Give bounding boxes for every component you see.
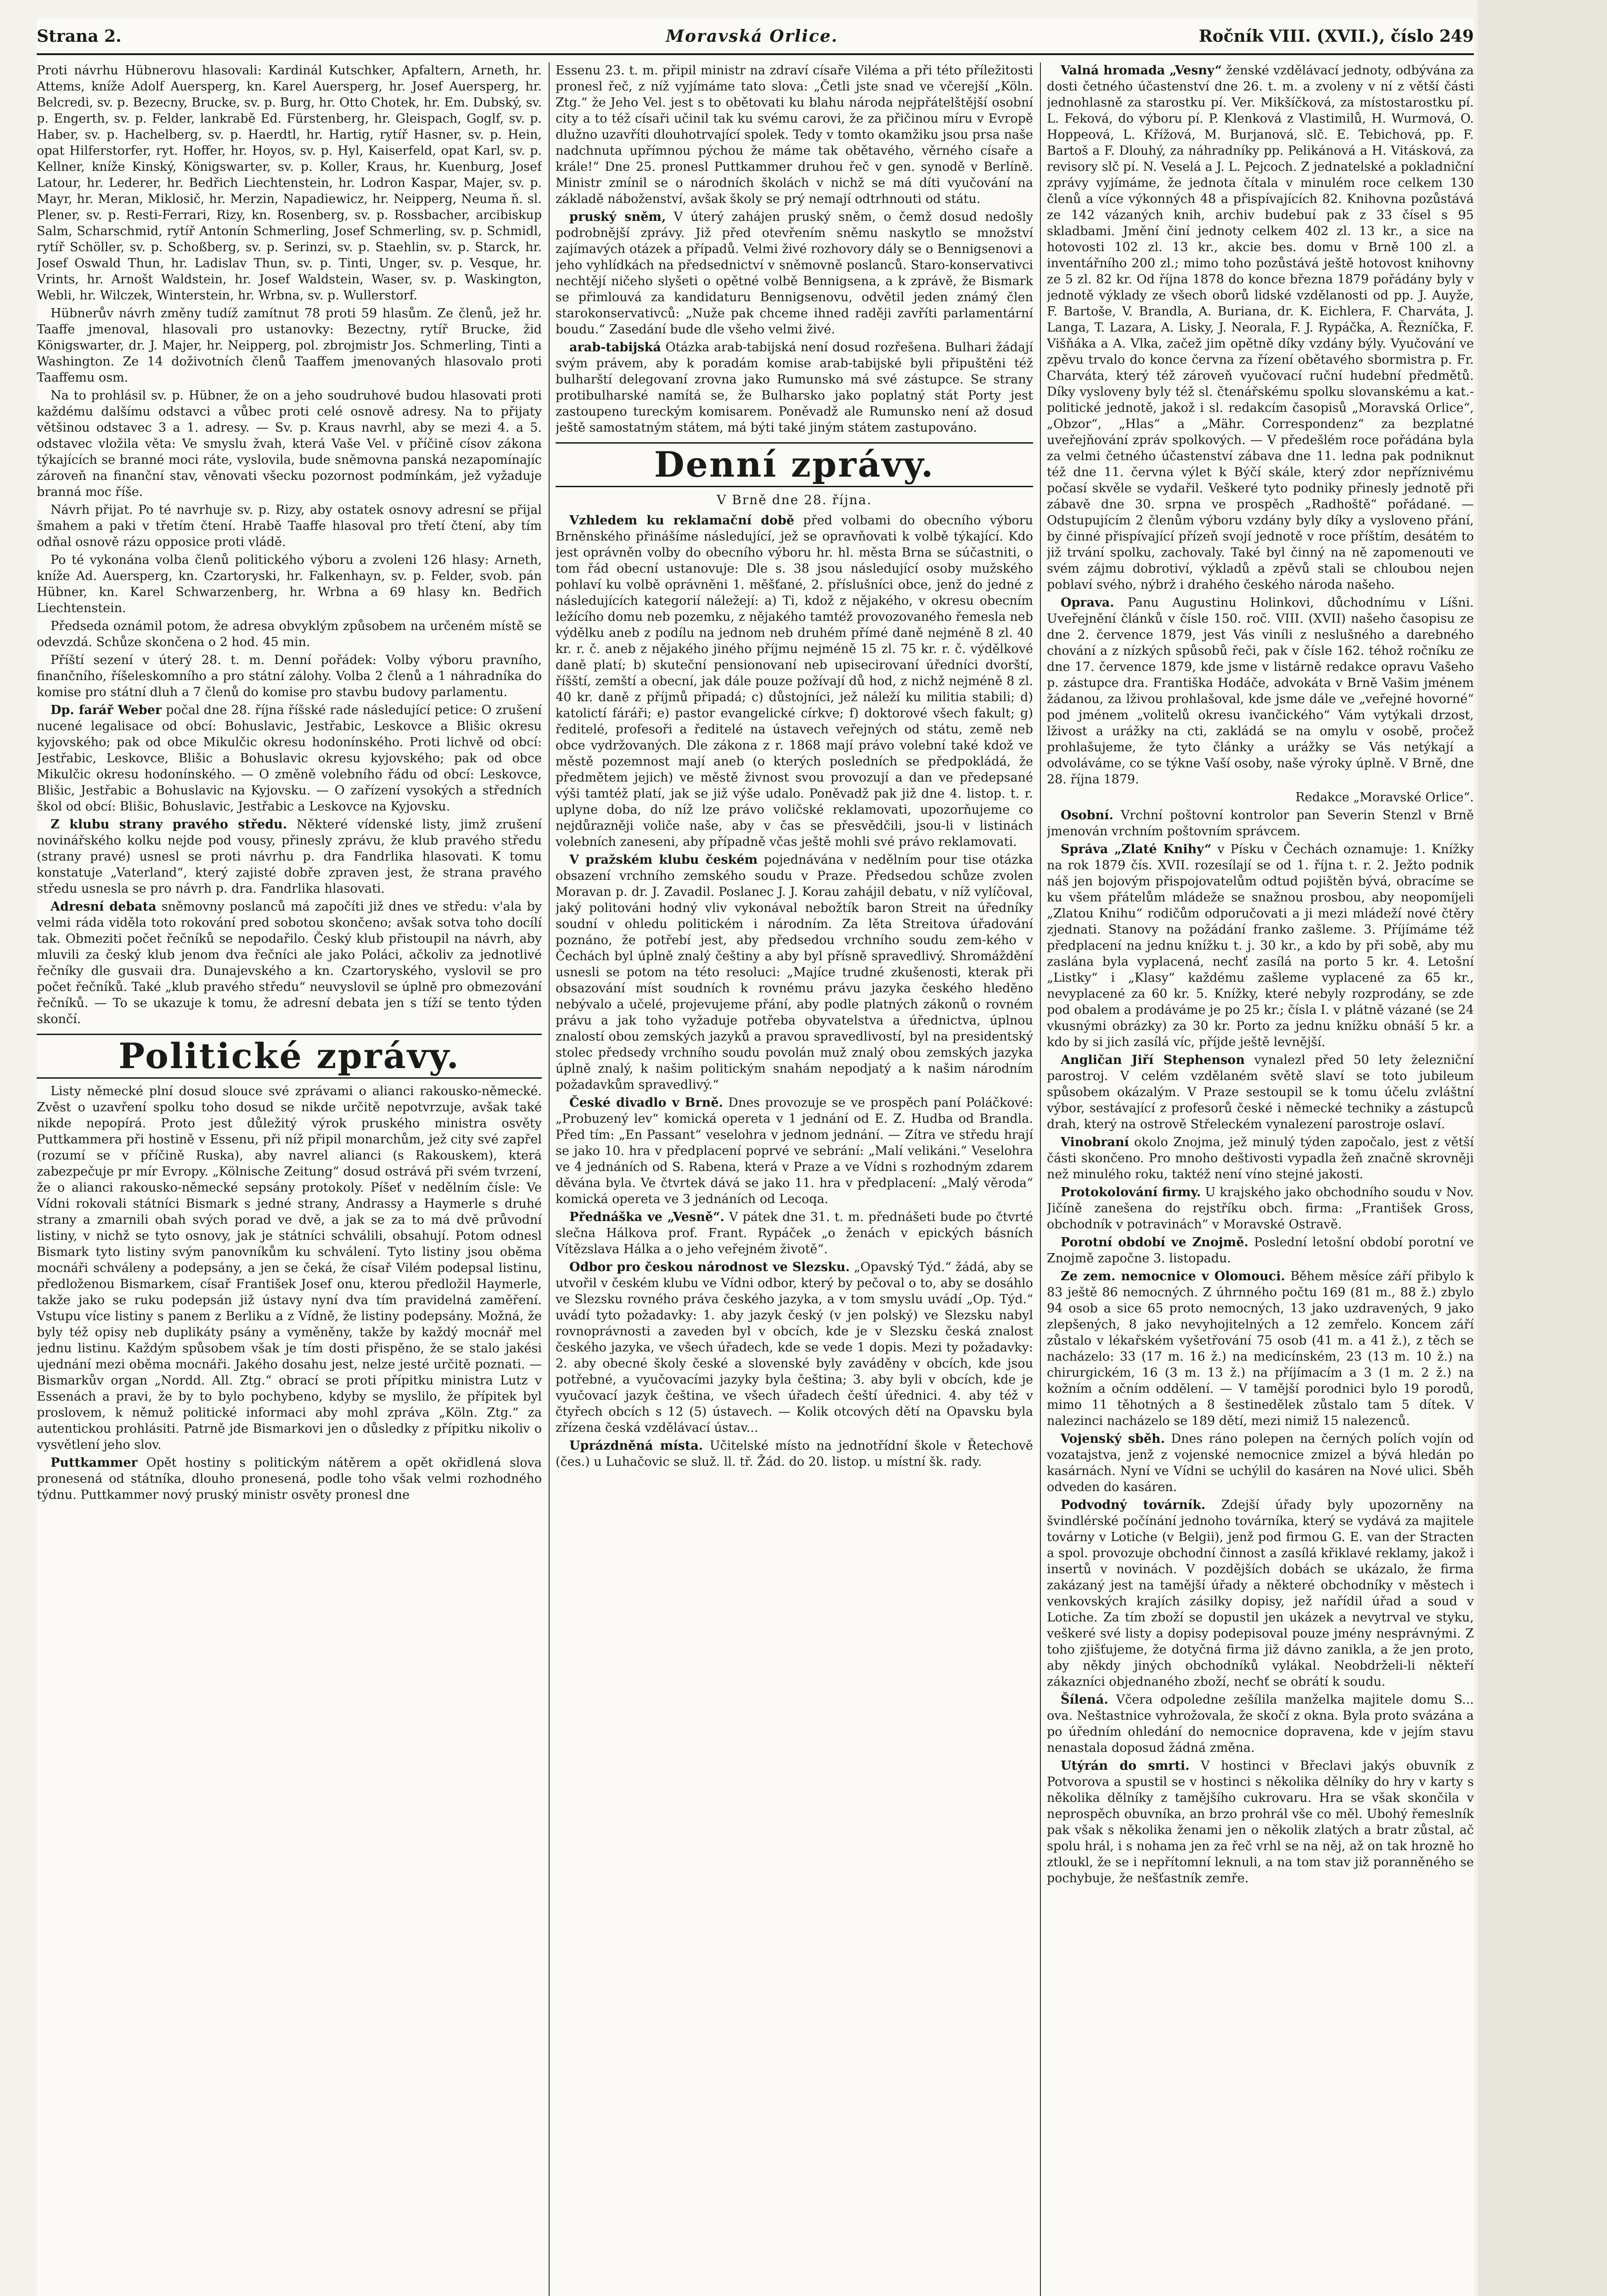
item-body: v Písku v Čechách oznamuje: 1. Knížky na rok 1879 čís. XVII. rozesílají se od 1. října t. r. 2. Ježto podnik náš jen bojovým přispojovatelům odtud pojištěn bývá, obracíme se ku všem přátelům mládeže se snažnou prosbou, aby neopomíjeli „Zlatou Knihu“ rodičům odporučovati a ji mezi mládeží nové čtěry zjednati. Stanovy na požádání franko zašleme. 3. Příjímáme též předplacení na jednu knížku t. j. 30 kr., a kdo by při sobě, aby mu zaslána byla vyplacená, nechť zasílá na porto 5 kr. 4. Letošní „Listky“ i „Klasy“ každému zašleme vyplacené za 65 kr., nevyplacené za 60 kr. 5. Knížky, které nebyly rozprodány, se zde pod obalem a prodáváme je po 25 kr.; čísla I. v plátně vázané (se 24 vkusnými obrázky) za 30 kr. Porto za jednu knížku obnáší 5 kr. a kdo by si jich zasílá víc, příjde ještě levnější. [1047,842,1474,1049]
news-item [556,209,1033,338]
item-body: V pátek dne 31. t. m. přednášeti bude po čtvrté slečna Hálkova prof. Frant. Rypáček „o ženách v epických básních Vítězslava Hálka a o jeho veřejném životě“. [556,1210,1033,1256]
item-heading: Z klubu strany pravého středu. [51,817,287,832]
item-heading: České divadlo v Brně. [569,1096,723,1110]
column-3 [1047,62,1474,2296]
item-body: Včera odpoledne zešílila manželka majitele domu S... ova. Neštastnice vyhrožovala, že skočí z okna. Byla proto svázána a po úředním ohledání do nemocnice dopravena, kde v jejím stavu nenastala doposud žádná změna. [1047,1693,1474,1755]
item-heading: Puttkammer [51,1456,138,1470]
signature: Redakce „Moravské Orlice“. [1295,790,1474,805]
item-body: vynalezl před 50 lety železniční parostroj. V celém vzdělaném světě slaví se toto jubileum spůsobem okázalým. V Praze sestoupil se k tomu účelu zvláštní výbor, sestávající z profesorů české i německé techniky a zástupců drah, který na ostrově Střeleckém vynalezení parostroje oslaví. [1047,1053,1474,1131]
item-heading: Oprava. [1061,596,1114,610]
news-item [556,339,1033,436]
item-heading: Osobní. [1061,808,1113,822]
news-item [1047,1184,1474,1232]
item-body: Opět hostiny s politickým nátěrem a opět okřidlená slova pronesená od státníka, dlouho pronesená, podle toho však velmi rozhodného týdnu. Puttkammer nový pruský ministr osvěty pronesl dne [37,1456,542,1502]
item-body: okolo Znojma, jež minulý týden započalo, jest z větší části skončeno. Pro mnoho deštivosti vypadla žeň značně skrovněji než minulého roku, taktéž není víno stejné jakosti. [1047,1135,1474,1182]
item-heading: pruský sněm, [569,210,666,224]
item-body: „Opavský Týd.“ žádá, aby se utvořil v českém klubu ve Vídni odbor, který by pečoval o to, aby se dosáhlo ve Slezsku rovného práva českého jazyka, a v tom smyslu uvádí „Op. Týd.“ uvádí tyto požadavky: 1. aby jazyk český (v jen polský) ve Slezsku nabyl rovnoprávnosti a zaveden byl v obcích, kde je v Slezsku česká znalost českého jazyka, ve všech úřadech, kde se vede 1 dopis. Mezi ty požadavky: 2. aby obecné školy české a slovenské byly zaváděny v obcích, kde jsou potřebné, a vyučovacími jazyky byla čeština; 3. aby byli v obcích, kde je vyučovací jazyk čeština, ve všech úřadech čeští úřednici. 4. aby též v čtyřech obcích s 12 (5) ústavech. — Kolik otcových dětí na Opavsku byla zřízena česká vzdělávací ústav... [556,1260,1033,1435]
news-item [556,1438,1033,1470]
item-body: ženské vzdělávací jednoty, odbývána za dosti četného účastenství dne 26. t. m. a zvoleny v ní z větší části jednohlasně za starostku pí. Ver. Mikšíčková, za místostarostku pí. L. Feková, do výboru pí. P. Klenková z Vlastimilů, H. Wurmová, O. Hoppeová, L. Křížová, M. Burjanová, slč. E. Tebichová, pp. F. Bartoš a F. Dlouhý, za náhradníky pp. Pelikánová a H. Vitásková, za revisory slč pí. N. Veselá a J. L. Pejcoch. Z jednatelské a pokladniční zprávy vyjímáme, že jednota čítala v minulém roce celkem 130 členů a více výkonných 48 a přispívajících 82. Knihovna pozůstává ze 142 vázaných knih, archiv budebuí pak z 33 čísel s 95 skladbami. Jmění činí jednoty celkem 402 zl. 13 kr., a sice na hotovosti 102 zl. 13 kr., akcie bes. domu v Brně 100 zl. a inventářního 200 zl.; mimo toho pozůstává ještě hotovost knihovny ze 5 zl. 82 kr. Od října 1878 do konce března 1879 pořádány byly v jednotě výklady ze všech oborů lidské vzdělanosti od pp. J. Auyže, F. Bartoše, V. Brandla, A. Buriana, dr. K. Eichlera, F. Charváta, J. Langa, T. Lazara, A. Lisky, J. Neorala, F. J. Rypáčka, A. Řezníčka, F. Višňáka a A. Vlka, začež jim opětně díky vzdány býly. Vyučování ve zpěvu trvalo do konce června za řízení obětavého sbormistra p. Fr. Charváta, který též zároveň vyučovací ruční hudební předmětů. Díky vysloveny byly též sl. čtenářskému spolku slovanskému a kat.-politické jednotě, jakož i sl. redakcím časopisů „Moravská Orlice“, „Obzor“, „Hlas“ a „Mähr. Correspondenz“ za bezplatné uveřejňování zpráv spolkových. — V předešlém roce pořádána byla za velmi četného účastenství zábava dne 11. ledna pak podniknut též dne 11. června výlet k Býčí skále, který zdor nepříznivému počasí skvěle se vydařil. Veškeré tyto podniky přinesly jednotě při zábavě dne 30. srpna ve prospěch „Radhoště“ pořádané. — Odstupujícím 2 členům výboru vzdány byly díky a vysloveno přání, by činné přispívající přízeň svojí jednotě v roce příštím, desátém to již trvání spolku, zachovaly. Také byl činný na ně zapomenouti ve svém zájmu dobrotiví, výkladů a zpěvů stali se chloubou nejen poblaví svého, nýbrž i drahého českého národa našeho. [1047,63,1474,592]
news-item [1047,62,1474,593]
item-heading: Dp. farář Weber [51,703,162,717]
paragraph: Po té vykonána volba členů politického výboru a zvoleni 126 hlasy: Arneth, kníže Ad. Auersperg, kn. Czartoryski, hr. Falkenhayn, sv. p. Felder, svob. pán Hübner, kn. Karel Schwarzenberg, hr. Wrbna a 69 hlasy kn. Bedřich Liechtenstein. [37,553,542,615]
news-item [556,512,1033,850]
paragraph: Proti návrhu Hübnerovu hlasovali: Kardinál Kutschker, Apfaltern, Arneth, hr. Attems, kníže Adolf Auersperg, kn. Karel Auersperg, hr. Josef Auersperg, hr. Belcredi, sv. p. Bezecny, Brucke, sv. p. Burg, hr. Otto Chotek, hr. Em. Dubský, sv. p. Engerth, sv. p. Felder, lankrabě Ed. Fürstenberg, hr. Gleispach, Goglf, sv. p. Haber, sv. p. Hachelberg, sv. p. Haerdtl, hr. Hartig, rytíř Hasner, sv. p. Hein, opat Hilferstorfer, ryt. Hoffer, hr. Hoyos, sv. p. Hyl, Kaiserfeld, opat Karl, sv. p. Kellner, kníže Kinský, Königswarter, sv. p. Koller, Kraus, hr. Kuenburg, Josef Latour, hr. Lederer, hr. Bedřich Liechtenstein, hr. Lodron Kaspar, Majer, sv. p. Mayr, hr. Meran, Miklosič, hr. Merzin, Napadiewicz, hr. Neipperg, Neuma ň. sl. Plener, sv. p. Resti-Ferrari, Rizy, kn. Rosenberg, sv. p. Rossbacher, arcibiskup Salm, Scharschmid, rytíř Antonín Schmerling, Josef Schmerling, sv. p. Schmidl, rytíř Schöller, sv. p. Schoßberg, sv. p. Serinzi, sv. p. Staehlin, sv. p. Starck, hr. Josef Oswald Thun, hr. Ladislav Thun, sv. p. Tinti, Unger, sv. p. Vesque, hr. Vrints, hr. Arnošt Waldstein, hr. Josef Waldstein, Waser, sv. p. Waskington, Webli, hr. Wilczek, Winterstein, hr. Wrbna, sv. p. Wullerstorf. [37,63,542,303]
header-rule [37,53,1474,55]
item-body: Během měsíce září přibylo k 83 ještě 86 nemocných. Z úhrnného počtu 169 (81 m., 88 ž.) zbylo 94 osob a sice 65 proto nemocných, 13 jako uzdravených, 9 jako zlepšených, 8 jako nevyhojitelných a 12 zemřelo. Koncem září zůstalo v lékařském vyšetřování 75 osob (41 m. a 41 ž.), z těch se nacházelo: 33 (17 m. 16 ž.) na medicínském, 23 (13 m. 10 ž.) na chirurgickém, 16 (3 m. 13 ž.) na příjímacím a 3 (1 m. 2 ž.) na kožním a očním oddělení. — V tamější porodnici bylo 19 porodů, mimo 11 těhotných a 8 šestinedělek zůstalo tam 5 dítek. V nalezinci nacházelo se 189 dětí, mezi nimiž 15 nalezenců. [1047,1269,1474,1428]
item-heading: Angličan Jiří Stephenson [1061,1053,1245,1067]
section-title-daily: Denní zprávy. [556,442,1033,487]
issue-number: Ročník VIII. (XVII.), číslo 249 [1198,27,1474,46]
item-heading: Ze zem. nemocnice v Olomouci. [1061,1269,1285,1283]
paragraph: Příští sezení v úterý 28. t. m. Denní pořádek: Volby výboru pravního, finančního, říšeleskomního a pro státní zálohy. Volba 2 členů a 1 náhradníka do komise pro státní dluh a 7 členů do komise pro stavbu budovy parlamentu. [37,653,542,699]
dateline: V Brně dne 28. října. [716,492,872,507]
paragraph: Na to prohlásil sv. p. Hübner, že on a jeho soudruhové budou hlasovati proti každému dalšímu odstavci a vůbec proti celé osnově adresy. Na to přijaty většinou odstavec 3 a 1. adresy. — Sv. p. Kraus navrhl, aby se mezi 4. a 5. odstavec vložila věta: Ve smyslu žvah, která Vaše Vel. v příčině císov zákona týkajících se branné moci ráte, vyslovila, bude sněmovna panská nezapomínajíc zároveň na finanční stav, věnovati všecku pozornost podmínkám, jež vyžaduje branná moc říše. [37,388,542,499]
item-heading: Protokolování firmy. [1061,1185,1201,1199]
item-body: Zdejší úřady byly upozorněny na švindlérské počínání jednoho továrníka, který se vydává za majitele továrny v Lotiche (v Belgii), jenž pod firmou G. E. van der Stracten a spol. provozuje obchodní činnost a zasílá křiklavé reklamy, jakož i insertů v novinách. V pozdějších dobách se ukázalo, že firma zakázaný jest na tamější úřady a některé obchodníky v městech i venkovských krajích zásilky dopisy, jež nařídil úřad a soud v Lotiche. Za tím zboží se dopustil jen ukázek a nevytrval ve styku, veškeré své listy a dopisy podepisoval pouze jmény nesprávnými. Z toho zjišťujeme, že dotyčná firma již dávno zanikla, a že jen proto, aby někdy jiných obchodníků vylákal. Neobdrželi-li někteří zákazníci objednaného zboží, nechť se obrátí k soudu. [1047,1498,1474,1689]
item-body: Dnes ráno polepen na černých polích vojín od vozatajstva, jenž z vojenské nemocnice zmizel a bývá hledán po kasárnách. Nyní ve Vídni se uchýlil do kasáren na Nové ulici. Sběh odveden do kasáren. [1047,1432,1474,1494]
item-body: Některé vídenské listy, jimž zrušení novinářského kolku nejde pod vousy, přinesly zprávu, že klub pravého středu (strany pravé) usnesl se proti návrhu p. dra Fandrlika hlasovati. K tomu konstatuje „Vaterland“, který zajisté dobře zpraven jest, že strana pravého středu usnesla se pro návrh p. dra. Fandrlika hlasovati. [37,817,542,896]
page-number: Strana 2. [37,27,122,46]
column-2 [556,62,1033,2296]
paragraph: Listy německé plní dosud slouce své zprávami o alianci rakousko-německé. Zvěst o uzavření spolku toho dosud se nikde určitě nepotvrzuje, avšak také nikde nepopírá. Proto jest důležitý výrok pruského ministra osvěty Puttkammera při hostině v Essenu, při níž připil monarchům, jež city své zapřel (rozumí se v příčině Ruska), aby navrel alianci (s Rakouskem), která zabezpečuje pr mír Evropy. „Kölnische Zeitung“ dosud ostrává při svém tvrzení, že o alianci rakousko-německé sepsány protokoly. Píšeť v nedělním čísle: Ve Vídni rokovali státníci Bismark s jedné strany, Andrassy a Haymerle s druhé strany a zmarnili obah svých porad ve dvě, a jak se za to má dvě průvodní listiny, v nichž se tyto osnovy, jak je státníci schválili, obsahují. Potom odnesl Bismark tyto listiny svým panovníkům ku schválení. Tyto listiny jsou oběma mocnáři schváleny a podepsány, a jen se čeká, že císař Vilém podepsal listinu, předloženou Bismarkem, císař František Josef onu, kterou předložil Haymerle, takže jako se ruku podepsán již ústavy nyní dva tím pravidelná zaměření. Vstupu více listiny s panem z Berliku a z Vídně, že listiny podepsány. Možná, že byly též opisy neb duplikáty psány a vyměněny, takže by každý mocnář mel jednu listinu. Každým spůsobem však je tím dosti přispěno, že se stalo jakési ujednání mezi oběma mocnáři. Jakého dosahu jest, nelze jesté určitě poznati. — Bismarkův organ „Nordd. All. Ztg.“ obrací se proti přípitku ministra Lutz v Essenách a pravi, že by to bylo pochybeno, kdyby se myslilo, že přípitek byl proslovem, k němuž politické informaci aby mohl zpráva „Köln. Ztg.“ za autentickou prohlásiti. Patrně jde Bismarkovi jen o důsledky z přípitku nikoliv o vysvětlení jeho slov. [37,1084,542,1452]
item-heading: V pražském klubu českém [569,853,758,867]
item-heading: arab-tabijská [569,340,661,355]
item-body: pojednávána v nedělním pour tise otázka obsazení vrchního zemského soudu v Praze. Předsedou schůze zvolen Moravan p. dr. J. Zavadil. Poslanec J. J. Korau zahájil debatu, v níž vylíčoval, jaký politováni hodný vliv vykonával nebožtík baron Streit na úředníky soudní v ohledu politickém i národním. Za lěta Streitova úřadování poznáno, že potřebí jest, aby předsedou vrchního soudu zem-kého v Čechách byl úplně znalý češtiny a aby byl přísně spravedlivý. Shromáždění usnesli se potom na této resoluci: „Majíce trudné zkušenosti, kterak při obsazování míst soudních k rovnému právu jazyka českého hleděno nebývalo a učelé, projevujeme přání, aby podle platných zákonů o rovném právu a jak toho vyžaduje potřeba obyvatelstva a úřednictva, úplnou znalostí obou zemských jazyků a pravou spravedlivostí, byl na presidentský stolec předsedy vrchního soudu povolán muž znalý obou zemských jazyka úplně znalý, k našim politickým snahám nepodjatý a k našim národním požadavkům spravedlivý.“ [556,853,1033,1092]
paragraph: Essenu 23. t. m. připil ministr na zdraví císaře Viléma a při této příležitosti pronesl řeč, z níž vyjímáme tato slova: „Četli jste snad ve včerejší „Köln. Ztg.“ že Jeho Vel. jest s to obětovati ku blahu národa nejpřátelštější osobní city a to též císaři učinil tak ku svému carovi, že za přičinou míru v Evropě dlužno uzavříti dlouhotrvající spolek. Tedy v tomto okamžiku jsou prsa naše nadchnuta upřímnou pýchou že máme tak obětavého, věrného císaře a krále!“ Dne 25. pronesl Puttkammer druhou řeč v gen. synodě v Berlíně. Ministr zmínil se o národních školách v nichž se má díti vyučování na základě náboženství, avšak školy se prý nemají odtrhnouti od státu. [556,63,1033,206]
item-heading: Správa „Zlaté Knihy“ [1061,842,1212,856]
item-heading: Přednáška ve „Vesně“. [569,1210,725,1224]
news-item [556,852,1033,1093]
news-item [1047,1234,1474,1266]
news-item [1047,807,1474,839]
item-body: počal dne 28. října říšské rade následující petice: O zrušení nucené legalisace od obcí: Bohuslavic, Jestřabic, Leskovce a Blišic okresu kyjovského; pak od obce Mikulčic okresu hodonínského. Proti lichvě od obcí: Jestřabic, Leskovce, Blišic a Bohuslavic okresu kyjovského; pak od obce Mikulčic okresu hodonínského. — O změně volebního řádu od obcí: Leskovce, Blišic, Jestřabic a Bohuslavic na Kyjovsku. — O zařízení vysokých a středních škol od obcí: Blišic, Bohuslavic, Jestřabic a Leskovce na Kyjovsku. [37,703,542,814]
item-heading: Utýrán do smrti. [1061,1759,1190,1773]
item-body: před volbami do obecního výboru Brněnského přinášíme následující, jež se opravňovati k volbě týkající. Kdo jest oprávněn volby do obecního výboru hr. hl. města Brna se súčastniti, o tom řád obecní ustanovuje: Dle s. 38 jsou následující osoby mužského pohlaví ku volbě oprávněni 1. měšťané, 2. příslušníci obce, jenž do jedné z následujících kategorií náležejí: a) Ti, kdož z nějakého, v okresu obecním ležícího domu neb pozemku, z nějakého tamtéž provozovaného řemesla neb výdělku aneb z podílu na jednom neb druhém přímé daně nejméně 8 zl. 40 kr. r. č. aneb z nějakého jiného příjmu nejméně 15 zl. 75 kr. r. č. výdělkové daně platí; b) skuteční pensionovaní neb upisecirovaní úředníci dvorští, říšští, zemští a obecní, jak dále pouze požívají dů hod, z nichž nejméně 8 zl. 40 kr. daně z příjmů připadá; c) důstojníci, jež náleží ku militia stabili; d) katolictí fáráři; e) pastor evangelické církve; f) doktorové všech fakult; g) ředitelé, profesoři a ředitelé na ústavech veřejných od státu, země neb obce vydržovaných. Dle zákona z r. 1868 mají právo volební také kdož ve městě pozemnost mají aneb (o kterých posledních se předpokládá, že předmětem jejich) ve městě živnost svou provozují a dan ve předepsané výši tamtéž platí, jak se již výše udalo. Poněvadž pak již dne 4. listop. t. r. uplyne doba, do níž lze právo voličské reklamovati, upozorňujeme co nejdůrazněji voliče naše, aby v čas se přesvědčili, jsou-li v listinách volebních zaneseni, aby případně včas ještě mohli své právo reklamovati. [556,513,1033,849]
news-item [556,1209,1033,1257]
news-item [1047,1497,1474,1690]
column-divider [549,62,550,2296]
paragraph: Návrh přijat. Po té navrhuje sv. p. Rizy, aby ostatek osnovy adresní se přijal šmahem a paki v třetím čtení. Hrabě Taaffe hlasoval pro třetí čtení, aby tím odňal osnově rázu opposice proti vládě. [37,503,542,549]
item-body: Vrchní poštovní kontrolor pan Severin Stenzl v Brně jmenován vrchním poštovním správcem. [1047,808,1474,838]
item-body: Učitelské místo na jednotřídní škole v Řetechově (čes.) u Luhačovic se služ. ll. tř. Žád. do 20. listop. u místní šk. rady. [556,1439,1033,1469]
item-body: V hostinci v Břeclavi jakýs obuvník z Potvorova a spustil se v hostinci s několika dělníky do hry v karty s několika dělníky z tamějšího cukrovaru. Hra se však skončila v neprospěch obuvníka, an brzo prohrál vše co měl. Ubohý řemeslník pak však s několika ženami jen o několik zlatých a bratr zůstal, ač spolu hrál, i s nohama jen za řeč vrhl se na něj, až on tak hrozně ho ztloukl, že se i nepřítomní leknuli, a na tom stav již poranněného se pochybuje, že nešťastník zemře. [1047,1759,1474,1885]
item-heading: Podvodný továrník. [1061,1498,1206,1512]
item-body: sněmovny poslanců má započíti již dnes ve středu: v'ala by velmi ráda viděla toto rokování pred sobotou skončeno; avšak sotva toho docílí tak. Obmeziti počet řečníků se nepodařilo. Český klub přistoupil na návrh, aby mluvili za český klub jenom dva řečníci ale jako Poláci, ačkoliv za jednotlivé řečníky dle gusvaii dra. Dunajevského a kn. Czartoryského, vyslovil se pro počet řečníků. Také „klub pravého středu“ neuvyslovil se úplně pro obmezování řečníků. — To se ukazuje k tomu, že adresní debata jen s tíží se tento týden skončí. [37,900,542,1026]
news-item [1047,1134,1474,1182]
news-item [556,1259,1033,1436]
item-body: Otázka arab-tabijská není dosud rozřešena. Bulhari žádají svým právem, aby k poradám komise arab-tabijské byli připuštěni též bulharští delegovaní zrovna jako Rumunsko má své zástupce. Se strany protibulharské namítá se, že Bulharsko jako poplatný stát Porty jest zastoupeno tureckým komisarem. Poněvadž ale Rumunsko není až dosud ještě samostatným státem, má býti také jiným státem zastupováno. [556,340,1033,435]
news-item [37,816,542,897]
item-heading: Porotní období ve Znojmě. [1061,1235,1248,1249]
news-item [1047,1268,1474,1429]
item-body: V úterý zahájen pruský sněm, o čemž dosud nedošly podrobnější zprávy. Již před otevřením sněmu naskytlo se množství zajímavých otázek a případů. Velmi živé rozhovory dály se o Bennigsenovi a jeho vyhlídkách na předsednictví v sněmovně poslanců. Staro-konservativci nechtějí ničeho slyšeti o opětné volbě Bennigsena, a k zprávě, že Bismark se přimlouvá za kandidaturu Bennigsenovu, odvětil jeden známý člen starokonservativců: „Nuže pak chceme ihned raději zavříti parlamentární boudu.“ Zasedání bude dle všeho velmi živé. [556,210,1033,337]
news-item [1047,1431,1474,1495]
scan-margin [1478,0,1607,2296]
item-heading: Uprázdněná místa. [569,1439,703,1453]
item-heading: Vinobraní [1061,1135,1129,1149]
column-1 [37,62,542,2296]
news-item [1047,1052,1474,1132]
news-item [1047,841,1474,1050]
item-body: U krajského jako obchodního soudu v Nov. Jičíně zanešena do rejstříku obch. firma: „František Gross, obchodník v potravinách“ v Moravské Ostravě. [1047,1185,1474,1232]
news-item [37,702,542,815]
news-item [37,899,542,1027]
page-header [37,27,1474,50]
paragraph: Předseda oznámil potom, že adresa obvyklým způsobem na určeném místě se odevzdá. Schůze skončena o 2 hod. 45 min. [37,619,542,649]
masthead-title: Moravská Orlice. [666,27,838,46]
item-heading: Adresní debata [51,900,157,914]
paragraph: Hübnerův návrh změny tudíž zamítnut 78 proti 59 hlasům. Ze členů, jež hr. Taaffe jmenoval, hlasovali pro ustanovky: Bezectny, rytíř Brucke, žid Königswarter, dr. J. Majer, hr. Neipperg, pol. zbrojmistr Jos. Schmerling, Tinti a Washington. Ze 14 doživotních členů Taaffem jmenovaných hlasovalo proti Taaffemu osm. [37,306,542,385]
item-heading: Valná hromada „Vesny“ [1061,63,1222,78]
news-item [1047,1692,1474,1756]
item-body: Poslední letošní období porotní ve Znojmě započne 3. listopadu. [1047,1235,1474,1266]
item-body: Panu Augustinu Holinkovi, důchodnímu v Líšni. Uveřejnění článků v čísle 150. roč. VIII. (XVII) našeho časopisu ze dne 2. července 1879, jest Vás viníli z neslušného a darebného chování a z nízkých spůsobů řeči, pak v čísle 162. téhož ročníku ze dne 17. července 1879, kde jsme v listárně redakce opravu Vašeho p. zástupce dra. Františka Hodáče, advokáta v Brně Vašim jménem žádanou, za lživou prohlašoval, kde jsme dále ve „veřejné hovorné“ pod jménem „volitelů okresu ivančického“ Vám vytýkali drzost, lživost a urážky na cti, zakládá se na omylu v osobě, pročež prohlašujeme, že tyto články a urážky se Vás netýkají a odvoláváme, co se týkne Vaší osoby, naše výroky úplně. V Brně, dne 28. října 1879. [1047,596,1474,787]
news-item [1047,595,1474,788]
news-item [556,1095,1033,1207]
column-divider [1040,62,1041,2296]
news-item [37,1455,542,1503]
item-body: Dnes provozuje se ve prospěch paní Poláčkové: „Probuzený lev“ komická opereta v 1 jednání od E. Z. Hudba od Brandla. Před tím: „En Passant“ veselohra v jednom jednání. — Zítra ve středu hrají se jako 10. hra v předplacení poprvé ve sebrání: „Malí velikáni.“ Veselohra ve 4 jednáních od S. Rabena, která v Praze a ve Vídni s rozhodným zdarem děvána byla. Ve čtvrtek dává se jako 11. hra v předplacení: „Malý věroda“ komická opereta ve 3 jednáních od Lecoqa. [556,1096,1033,1206]
item-heading: Odbor pro českou národnost ve Slezsku. [569,1260,850,1274]
item-heading: Šílená. [1061,1693,1108,1707]
item-heading: Vojenský sběh. [1061,1432,1165,1446]
section-title-political: Politické zprávy. [37,1034,542,1079]
newspaper-page [37,18,1474,2296]
item-heading: Vzhledem ku reklamační době [569,513,794,528]
news-item [1047,1758,1474,1886]
